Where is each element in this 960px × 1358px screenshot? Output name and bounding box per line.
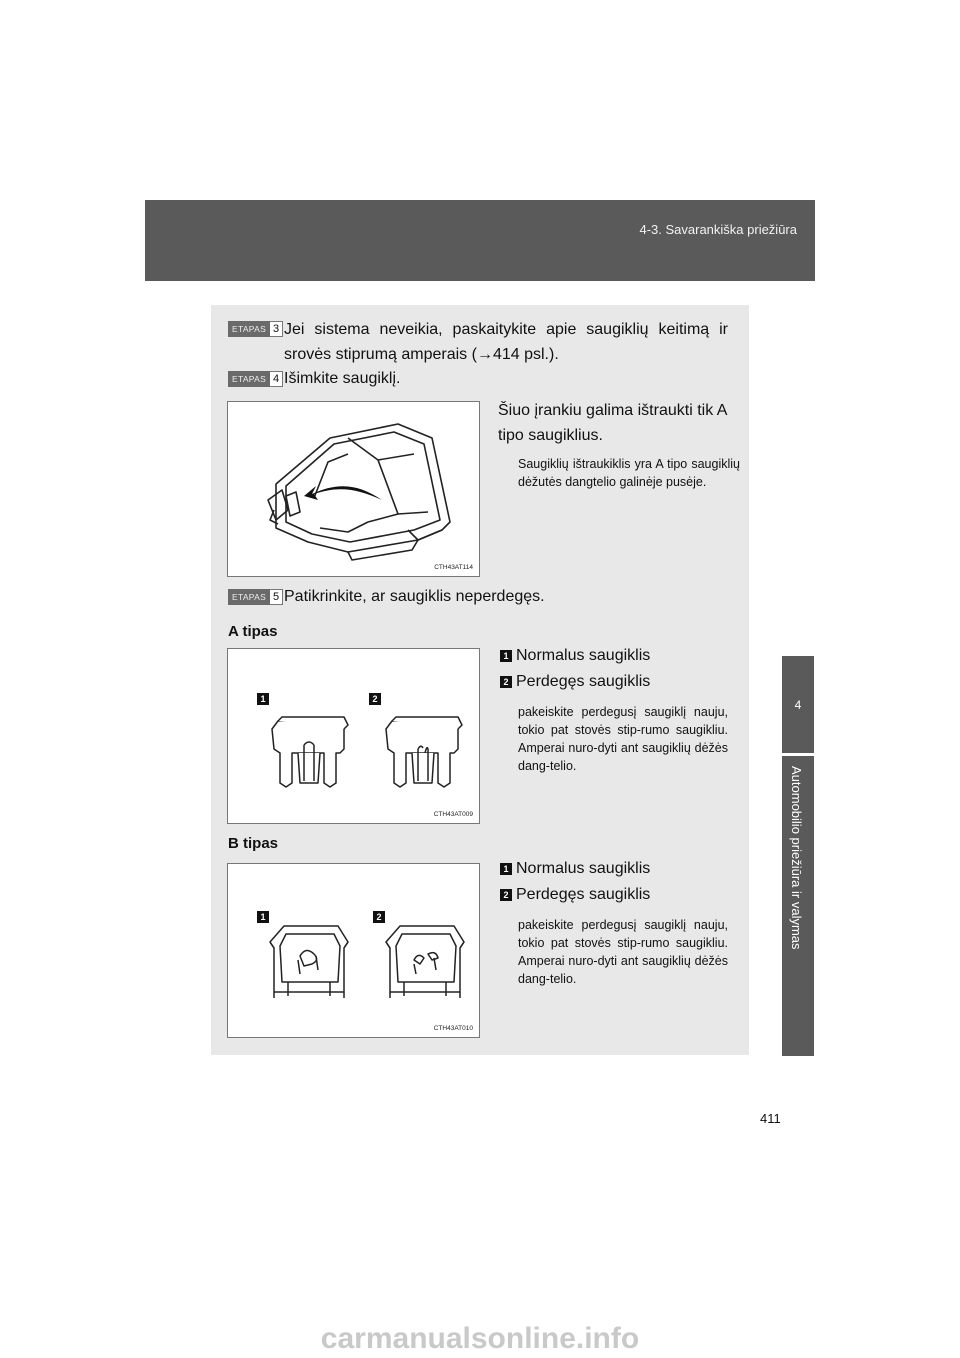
section-title: 4-3. Savarankiška priežiūra	[639, 222, 797, 237]
type-a-note: pakeiskite perdegusį saugiklį nauju, tokio pat stovės stip-rumo saugikliu. Amperai nuro-dyti ant saugiklių dėžės dang-telio.	[518, 705, 728, 773]
watermark[interactable]: carmanualsonline.info	[320, 1322, 640, 1355]
chapter-number: 4	[794, 697, 802, 712]
callout-2: 2	[373, 911, 385, 923]
figure-code: CTH43AT010	[433, 1025, 473, 1032]
header-bar	[145, 200, 815, 281]
type-a-title: A tipas	[228, 623, 278, 640]
type-a-fuses-illustration	[228, 649, 479, 823]
type-a-figure	[227, 648, 480, 824]
type-a-item-2	[500, 669, 650, 694]
fuse-puller-figure	[227, 401, 480, 577]
type-b-figure	[227, 863, 480, 1038]
chapter-tab-label	[782, 756, 814, 1056]
type-b-item-2-label: Perdegęs saugiklis	[516, 886, 651, 903]
type-b-item-2	[500, 882, 650, 907]
step-badge-number: 5	[270, 589, 283, 605]
type-a-item-1	[500, 643, 650, 668]
type-b-item-1-label: Normalus saugiklis	[516, 860, 651, 877]
callout-1: 1	[257, 693, 269, 705]
chapter-tab	[782, 656, 814, 753]
step-badge	[228, 321, 283, 337]
type-a-item-1-label: Normalus saugiklis	[516, 647, 651, 664]
step-badge	[228, 371, 283, 387]
type-b-item-1	[500, 856, 650, 881]
step-badge	[228, 589, 283, 605]
page-number: 411	[760, 1111, 781, 1126]
step-4-text: Išimkite saugiklį.	[284, 370, 401, 387]
step-badge-label: ETAPAS	[228, 371, 270, 387]
marker-1: 1	[500, 650, 512, 662]
marker-2: 2	[500, 889, 512, 901]
chapter-title: Automobilio priežiūra ir valymas	[789, 766, 804, 950]
type-a-item-2-label: Perdegęs saugiklis	[516, 673, 651, 690]
type-b-note: pakeiskite perdegusį saugiklį nauju, tokio pat stovės stip-rumo saugikliu. Amperai nuro-dyti ant saugiklių dėžės dang-telio.	[518, 918, 728, 986]
callout-2: 2	[369, 693, 381, 705]
marker-2: 2	[500, 676, 512, 688]
step-5-text: Patikrinkite, ar saugiklis neperdegęs.	[284, 588, 545, 605]
step-badge-label: ETAPAS	[228, 321, 270, 337]
step-3-text: Jei sistema neveikia, paskaitykite apie saugiklių keitimą ir srovės stiprumą amperais (→414 psl.).	[284, 321, 728, 363]
tool-note: Saugiklių ištraukiklis yra A tipo saugiklių dėžutės dangtelio galinėje pusėje.	[518, 457, 740, 489]
callout-1: 1	[257, 911, 269, 923]
type-b-fuses-illustration	[228, 864, 479, 1037]
tool-text: Šiuo įrankiu galima ištraukti tik A tipo saugiklius.	[498, 402, 727, 444]
type-b-title: B tipas	[228, 835, 279, 852]
figure-code: CTH43AT009	[433, 811, 473, 818]
content-box	[211, 305, 749, 1055]
marker-1: 1	[500, 863, 512, 875]
step-badge-number: 3	[270, 321, 283, 337]
figure-code: CTH43AT114	[434, 564, 473, 571]
fuse-box-cover-illustration	[228, 402, 479, 576]
step-badge-label: ETAPAS	[228, 589, 270, 605]
step-badge-number: 4	[270, 371, 283, 387]
